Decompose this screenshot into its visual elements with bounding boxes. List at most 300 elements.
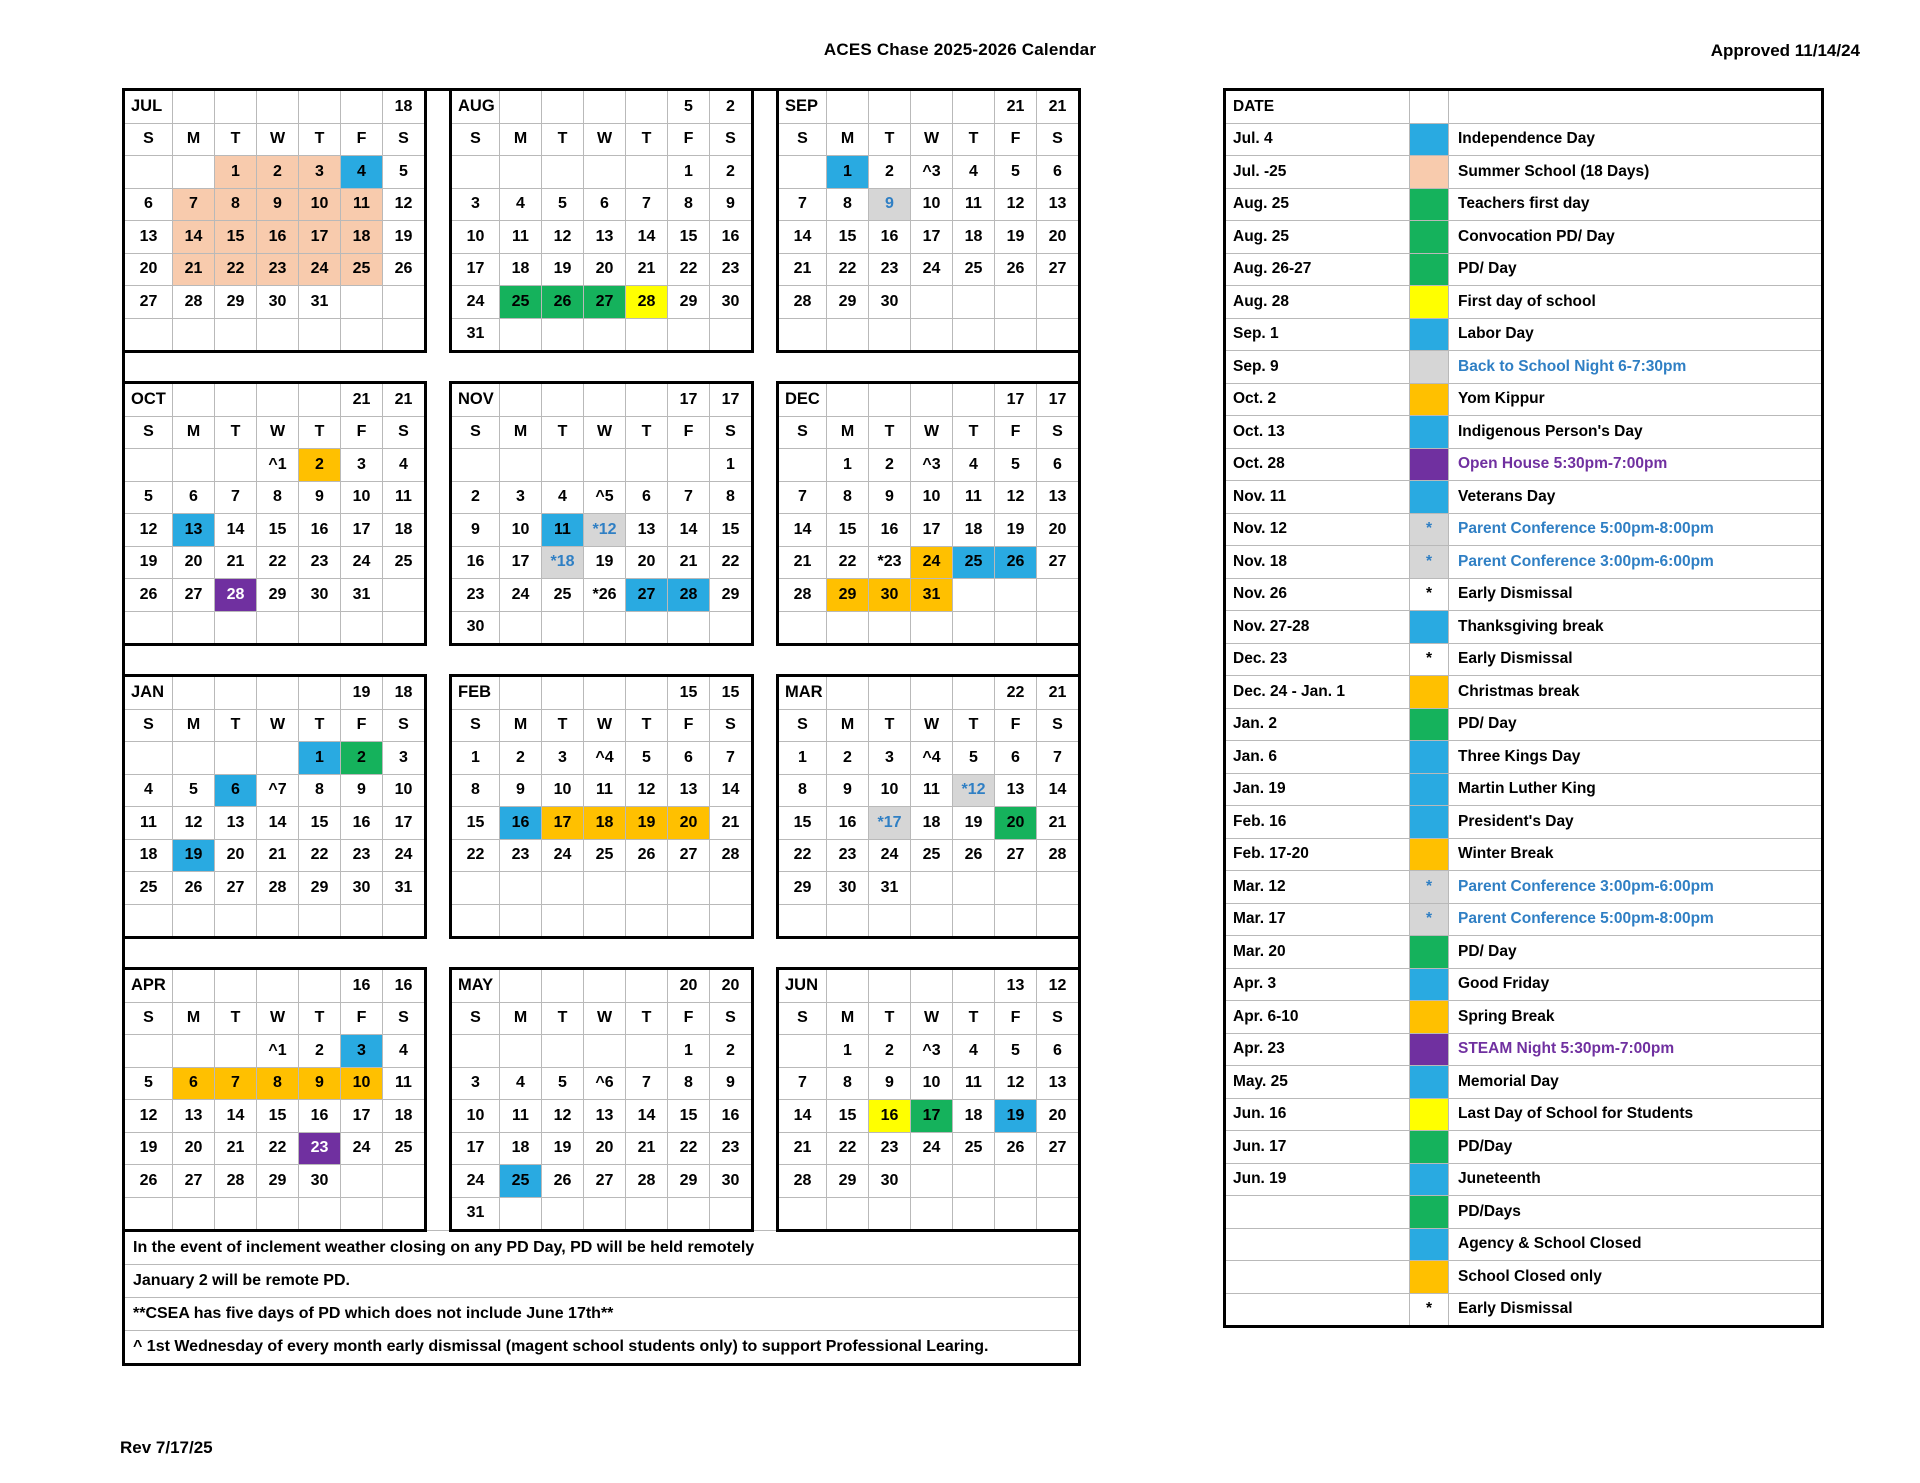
day-cell [626, 1035, 668, 1068]
legend-label: Christmas break [1449, 676, 1823, 709]
day-cell [668, 872, 710, 905]
day-cell: 3 [542, 742, 584, 775]
legend-color-swatch [1410, 123, 1449, 156]
column-gap [753, 1002, 778, 1035]
day-cell: ^5 [584, 481, 626, 514]
band-spacer [124, 645, 1080, 676]
day-cell: 24 [500, 579, 542, 612]
day-cell: 9 [500, 774, 542, 807]
legend-row [1225, 1033, 1823, 1066]
day-cell: 4 [953, 1035, 995, 1068]
day-cell: 26 [173, 872, 215, 905]
day-cell [542, 1035, 584, 1068]
legend-label: Early Dismissal [1449, 643, 1823, 676]
legend-date: Jan. 19 [1225, 773, 1410, 806]
approved-date: Approved 11/14/24 [1710, 41, 1860, 60]
day-cell [299, 904, 341, 938]
day-cell: 4 [341, 156, 383, 189]
day-cell: 7 [1037, 742, 1080, 775]
day-cell: 20 [124, 253, 173, 286]
day-cell: 15 [451, 807, 500, 840]
day-cell: 30 [257, 286, 299, 319]
dow-label: W [911, 1002, 953, 1035]
dow-label: T [626, 709, 668, 742]
day-cell: 5 [542, 1067, 584, 1100]
month-title-blank [257, 383, 299, 417]
column-gap [753, 449, 778, 482]
dow-label: F [668, 709, 710, 742]
day-cell: 2 [451, 481, 500, 514]
legend-label: Parent Conference 3:00pm-6:00pm [1449, 546, 1823, 579]
day-cell: 5 [995, 1035, 1037, 1068]
day-cell [995, 286, 1037, 319]
day-cell [911, 286, 953, 319]
day-cell: ^3 [911, 156, 953, 189]
week-row [124, 1132, 1080, 1165]
dow-label: W [257, 416, 299, 449]
dow-label: S [710, 416, 753, 449]
day-cell: 27 [668, 839, 710, 872]
week-row [124, 1067, 1080, 1100]
day-cell: 7 [173, 188, 215, 221]
month-title-blank [869, 676, 911, 710]
legend-row [1225, 188, 1823, 221]
month-title-blank [257, 90, 299, 124]
day-cell [710, 1197, 753, 1231]
day-cell: 25 [500, 1165, 542, 1198]
day-cell: 25 [542, 579, 584, 612]
month-title-blank [911, 383, 953, 417]
day-cell: 28 [778, 579, 827, 612]
day-cell: 10 [500, 514, 542, 547]
day-cell: 16 [299, 514, 341, 547]
dow-row [124, 1002, 1080, 1035]
legend-label: Early Dismissal [1449, 1293, 1823, 1327]
legend-label: Spring Break [1449, 1001, 1823, 1034]
day-cell: 14 [1037, 774, 1080, 807]
day-cell: 31 [341, 579, 383, 612]
dow-label: S [710, 1002, 753, 1035]
day-cell [124, 742, 173, 775]
month-title-blank [626, 969, 668, 1003]
day-cell: 2 [869, 1035, 911, 1068]
day-cell: 12 [626, 774, 668, 807]
month-title-blank [869, 969, 911, 1003]
day-cell: 18 [383, 514, 426, 547]
legend-color-swatch [1410, 1196, 1449, 1229]
day-cell: 17 [451, 1132, 500, 1165]
dow-label: F [341, 1002, 383, 1035]
day-cell: 30 [299, 1165, 341, 1198]
dow-label: F [668, 416, 710, 449]
month-count-2: 17 [710, 383, 753, 417]
day-cell: 30 [869, 1165, 911, 1198]
day-cell: 24 [341, 1132, 383, 1165]
dow-row [124, 123, 1080, 156]
dow-label: T [953, 416, 995, 449]
day-cell: 11 [383, 481, 426, 514]
legend-row [1225, 708, 1823, 741]
day-cell [911, 904, 953, 938]
day-cell: 14 [626, 1100, 668, 1133]
day-cell [584, 872, 626, 905]
day-cell: 10 [911, 1067, 953, 1100]
day-cell [451, 156, 500, 189]
month-title-blank [827, 383, 869, 417]
legend-color-swatch [1410, 611, 1449, 644]
dow-label: M [827, 416, 869, 449]
legend-row [1225, 286, 1823, 319]
legend-date: Sep. 9 [1225, 351, 1410, 384]
month-count-1: 5 [668, 90, 710, 124]
day-cell: 20 [584, 1132, 626, 1165]
dow-label: S [778, 709, 827, 742]
day-cell: 27 [626, 579, 668, 612]
day-cell [542, 1197, 584, 1231]
day-cell: 7 [778, 188, 827, 221]
day-cell [778, 1197, 827, 1231]
day-cell: 19 [995, 1100, 1037, 1133]
day-cell: 17 [299, 221, 341, 254]
day-cell: 9 [710, 188, 753, 221]
day-cell [257, 318, 299, 352]
day-cell [827, 904, 869, 938]
legend-date: Mar. 17 [1225, 903, 1410, 936]
dow-label: T [215, 709, 257, 742]
day-cell: 20 [1037, 1100, 1080, 1133]
legend-label: Winter Break [1449, 838, 1823, 871]
day-cell [500, 611, 542, 645]
month-title-blank [542, 969, 584, 1003]
day-cell: 29 [668, 286, 710, 319]
day-cell: 18 [911, 807, 953, 840]
legend-date: Jun. 16 [1225, 1098, 1410, 1131]
dow-label: W [911, 123, 953, 156]
day-cell: *17 [869, 807, 911, 840]
day-cell: 26 [542, 1165, 584, 1198]
day-cell: 29 [215, 286, 257, 319]
dow-label: M [827, 1002, 869, 1035]
legend-row [1225, 676, 1823, 709]
column-gap [753, 514, 778, 547]
legend-label: Parent Conference 3:00pm-6:00pm [1449, 871, 1823, 904]
legend-label: Back to School Night 6-7:30pm [1449, 351, 1823, 384]
legend-row [1225, 1066, 1823, 1099]
legend-row [1225, 1293, 1823, 1327]
dow-label: W [584, 709, 626, 742]
day-cell: 29 [827, 579, 869, 612]
day-cell: 10 [869, 774, 911, 807]
column-gap [753, 188, 778, 221]
day-cell [124, 449, 173, 482]
day-cell [778, 904, 827, 938]
dow-label: S [124, 709, 173, 742]
legend-label: Yom Kippur [1449, 383, 1823, 416]
day-cell: 30 [299, 579, 341, 612]
day-cell: 26 [995, 253, 1037, 286]
column-gap [753, 872, 778, 905]
legend-color-swatch [1410, 448, 1449, 481]
dow-label: W [257, 1002, 299, 1035]
day-cell: 26 [542, 286, 584, 319]
day-cell: 10 [383, 774, 426, 807]
dow-label: F [341, 416, 383, 449]
day-cell: 24 [451, 1165, 500, 1198]
legend-color-swatch [1410, 416, 1449, 449]
day-cell [953, 1197, 995, 1231]
day-cell: 21 [626, 1132, 668, 1165]
legend-row [1225, 513, 1823, 546]
day-cell: 3 [383, 742, 426, 775]
day-cell [995, 1197, 1037, 1231]
legend-color-swatch [1410, 286, 1449, 319]
dow-label: T [869, 709, 911, 742]
dow-label: M [173, 416, 215, 449]
legend-date [1225, 1261, 1410, 1294]
day-cell: 28 [173, 286, 215, 319]
legend-color-swatch [1410, 741, 1449, 774]
column-gap [753, 676, 778, 710]
dow-label: F [668, 1002, 710, 1035]
column-gap [753, 546, 778, 579]
day-cell: 12 [995, 481, 1037, 514]
day-cell [341, 904, 383, 938]
day-cell: 6 [995, 742, 1037, 775]
day-cell: 8 [827, 188, 869, 221]
dow-label: F [995, 709, 1037, 742]
week-row [124, 253, 1080, 286]
legend-color-swatch [1410, 838, 1449, 871]
day-cell: 12 [995, 1067, 1037, 1100]
column-gap [753, 221, 778, 254]
column-gap [753, 123, 778, 156]
legend-color-swatch [1410, 1066, 1449, 1099]
month-title-blank [626, 676, 668, 710]
legend-row [1225, 448, 1823, 481]
day-cell: 6 [626, 481, 668, 514]
day-cell [500, 904, 542, 938]
day-cell: 2 [299, 449, 341, 482]
day-cell: 14 [778, 221, 827, 254]
legend-color-swatch [1410, 481, 1449, 514]
day-cell: 10 [542, 774, 584, 807]
legend-row [1225, 611, 1823, 644]
month-count-1: 17 [668, 383, 710, 417]
day-cell: 11 [953, 481, 995, 514]
legend-label: PD/Days [1449, 1196, 1823, 1229]
month-title-blank [500, 383, 542, 417]
day-cell: 18 [953, 221, 995, 254]
day-cell: 22 [299, 839, 341, 872]
day-cell: 10 [911, 481, 953, 514]
day-cell [1037, 611, 1080, 645]
dow-label: S [383, 709, 426, 742]
day-cell: 8 [827, 481, 869, 514]
day-cell: 5 [173, 774, 215, 807]
day-cell: 19 [124, 546, 173, 579]
day-cell: 26 [383, 253, 426, 286]
day-cell: 20 [668, 807, 710, 840]
day-cell: 20 [584, 253, 626, 286]
day-cell: 14 [257, 807, 299, 840]
month-title-blank [500, 90, 542, 124]
day-cell [215, 742, 257, 775]
month-title-blank [215, 969, 257, 1003]
legend-label: STEAM Night 5:30pm-7:00pm [1449, 1033, 1823, 1066]
day-cell: 22 [257, 546, 299, 579]
day-cell [710, 872, 753, 905]
month-name-may: MAY [451, 969, 500, 1003]
column-gap [426, 253, 451, 286]
day-cell: 21 [1037, 807, 1080, 840]
day-cell: 4 [953, 449, 995, 482]
dow-label: S [383, 1002, 426, 1035]
day-cell [542, 318, 584, 352]
legend-asterisk: * [1410, 903, 1449, 936]
column-gap [426, 286, 451, 319]
month-title-blank [215, 676, 257, 710]
column-gap [753, 1067, 778, 1100]
day-cell [710, 904, 753, 938]
dow-label: S [1037, 416, 1080, 449]
day-cell: 8 [299, 774, 341, 807]
month-title-blank [953, 969, 995, 1003]
legend-date: Nov. 18 [1225, 546, 1410, 579]
day-cell: 14 [215, 1100, 257, 1133]
column-gap [753, 286, 778, 319]
column-gap [426, 709, 451, 742]
day-cell: 17 [383, 807, 426, 840]
column-gap [426, 1002, 451, 1035]
month-title-blank [542, 383, 584, 417]
month-name-jul: JUL [124, 90, 173, 124]
week-row [124, 1035, 1080, 1068]
day-cell: 15 [827, 221, 869, 254]
day-cell: 9 [299, 1067, 341, 1100]
day-cell [869, 1197, 911, 1231]
day-cell [215, 1035, 257, 1068]
day-cell [584, 611, 626, 645]
legend-date: Dec. 23 [1225, 643, 1410, 676]
day-cell: 18 [500, 253, 542, 286]
day-cell: 8 [710, 481, 753, 514]
legend-row [1225, 968, 1823, 1001]
month-title-blank [173, 90, 215, 124]
day-cell [584, 318, 626, 352]
day-cell: 24 [451, 286, 500, 319]
day-cell: 19 [124, 1132, 173, 1165]
day-cell: 8 [827, 1067, 869, 1100]
day-cell: 14 [173, 221, 215, 254]
page-title: ACES Chase 2025-2026 Calendar [823, 40, 1097, 59]
day-cell [778, 318, 827, 352]
month-count-1: 19 [341, 676, 383, 710]
dow-label: W [911, 416, 953, 449]
month-count-2: 12 [1037, 969, 1080, 1003]
legend-asterisk: * [1410, 546, 1449, 579]
day-cell: 4 [953, 156, 995, 189]
day-cell: 27 [1037, 546, 1080, 579]
dow-label: T [626, 416, 668, 449]
note-text: ^ 1st Wednesday of every month early dismissal (magent school students only) to support Professional Learing. [124, 1331, 1080, 1365]
day-cell: 30 [869, 286, 911, 319]
month-title-row [124, 676, 1080, 710]
band-spacer-cell [124, 938, 1080, 969]
day-cell: 17 [911, 1100, 953, 1133]
column-gap [426, 839, 451, 872]
day-cell: 13 [584, 1100, 626, 1133]
legend-date: Apr. 6-10 [1225, 1001, 1410, 1034]
week-row [124, 188, 1080, 221]
day-cell: 16 [341, 807, 383, 840]
day-cell [173, 1197, 215, 1231]
day-cell [173, 318, 215, 352]
day-cell [626, 449, 668, 482]
day-cell: ^3 [911, 1035, 953, 1068]
day-cell [911, 872, 953, 905]
day-cell [995, 1165, 1037, 1198]
day-cell: 23 [341, 839, 383, 872]
legend-label: Three Kings Day [1449, 741, 1823, 774]
month-title-blank [584, 383, 626, 417]
day-cell: 9 [827, 774, 869, 807]
day-cell [124, 156, 173, 189]
column-gap [753, 709, 778, 742]
legend-date: Feb. 16 [1225, 806, 1410, 839]
month-title-blank [953, 90, 995, 124]
legend-label: Memorial Day [1449, 1066, 1823, 1099]
day-cell [173, 742, 215, 775]
column-gap [426, 416, 451, 449]
day-cell: 21 [173, 253, 215, 286]
day-cell: 31 [383, 872, 426, 905]
day-cell: 1 [710, 449, 753, 482]
week-row [124, 481, 1080, 514]
legend-label: PD/ Day [1449, 253, 1823, 286]
legend-date: Aug. 25 [1225, 221, 1410, 254]
day-cell: 9 [869, 1067, 911, 1100]
month-title-blank [869, 383, 911, 417]
day-cell [995, 318, 1037, 352]
day-cell [124, 1035, 173, 1068]
month-count-1: 20 [668, 969, 710, 1003]
legend-date: Nov. 26 [1225, 578, 1410, 611]
day-cell: 17 [911, 514, 953, 547]
month-title-blank [173, 969, 215, 1003]
band-spacer [124, 352, 1080, 383]
column-gap [753, 1035, 778, 1068]
day-cell [1037, 579, 1080, 612]
day-cell: 29 [827, 286, 869, 319]
day-cell: 28 [778, 286, 827, 319]
week-row [124, 1197, 1080, 1231]
week-row [124, 514, 1080, 547]
dow-label: S [451, 1002, 500, 1035]
month-name-apr: APR [124, 969, 173, 1003]
day-cell [626, 872, 668, 905]
dow-row [124, 709, 1080, 742]
day-cell: 1 [827, 449, 869, 482]
day-cell: 22 [710, 546, 753, 579]
week-row [124, 286, 1080, 319]
legend-label: Parent Conference 5:00pm-8:00pm [1449, 903, 1823, 936]
day-cell: 9 [869, 481, 911, 514]
day-cell: 27 [1037, 253, 1080, 286]
day-cell: 3 [869, 742, 911, 775]
column-gap [753, 1132, 778, 1165]
day-cell: 8 [451, 774, 500, 807]
column-gap [426, 449, 451, 482]
